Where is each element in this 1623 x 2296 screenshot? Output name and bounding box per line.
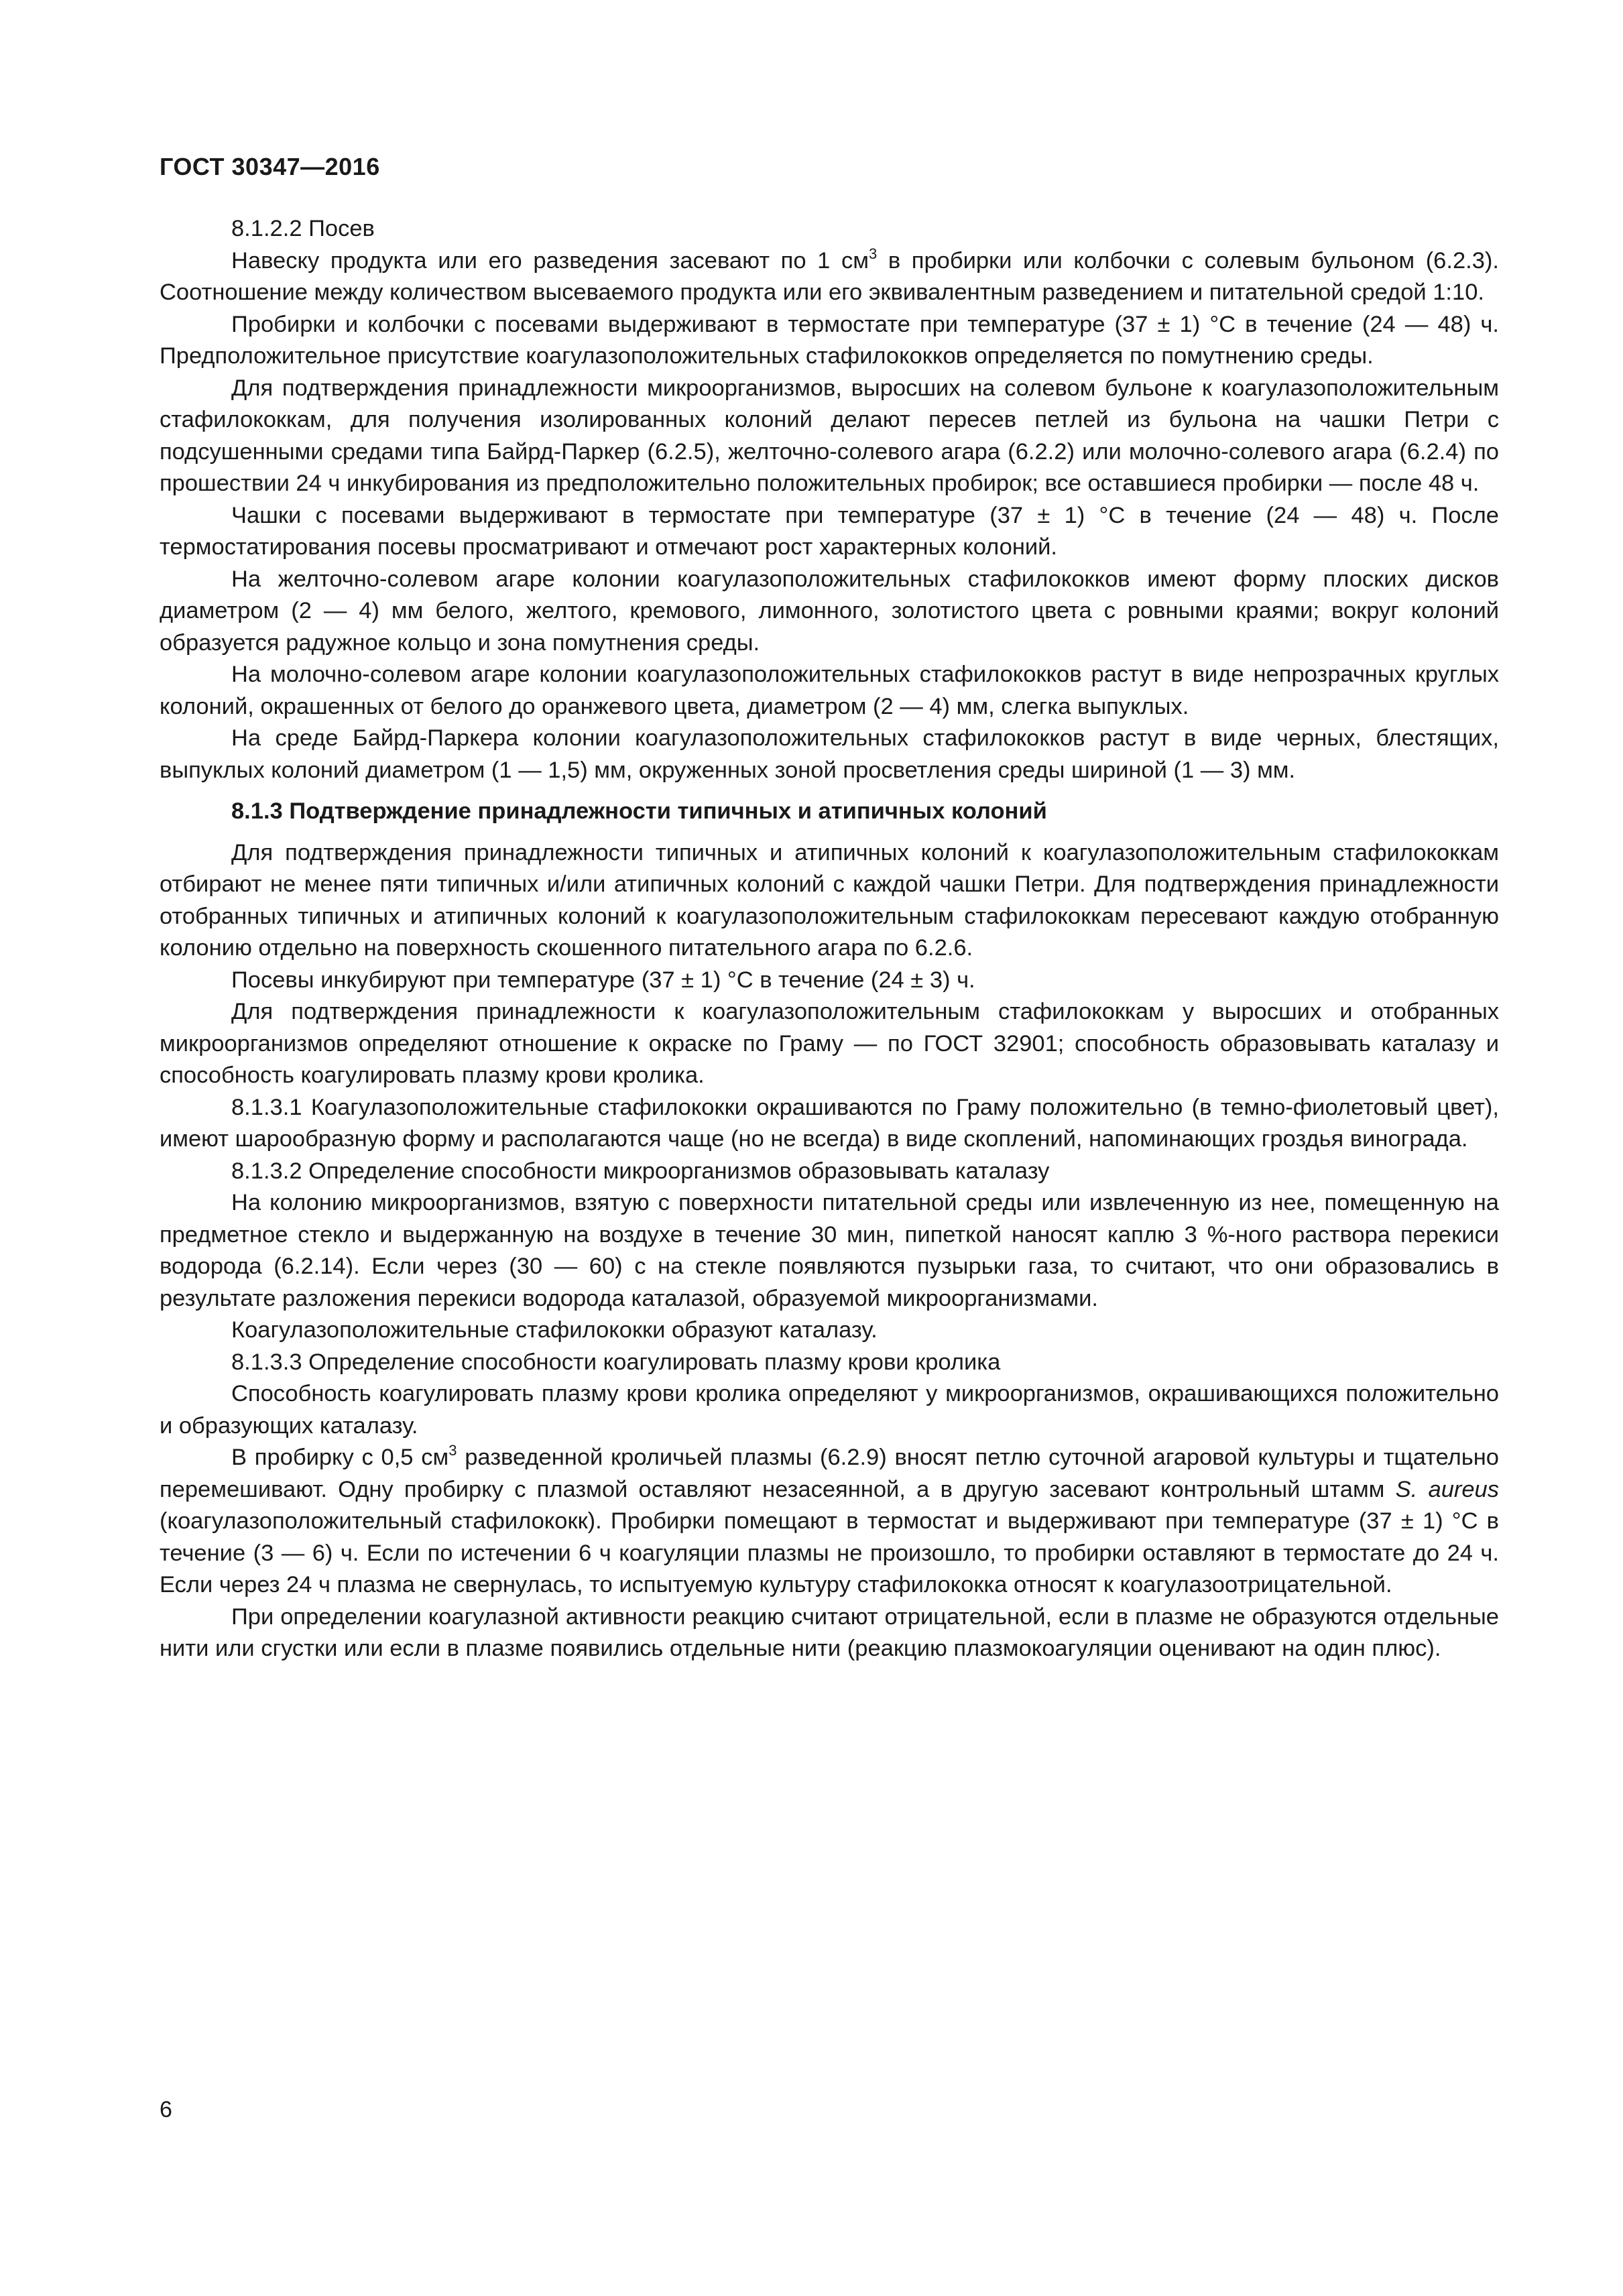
paragraph: Коагулазоположительные стафилококки образуют каталазу. — [231, 1317, 878, 1343]
paragraph: Способность коагулировать плазму крови кролика определяют у микроорганизмов, окрашивающихся положительно и образующих каталазу. — [160, 1381, 1499, 1439]
page-number: 6 — [160, 2097, 172, 2122]
section-title-8-1-2-2: 8.1.2.2 Посев — [231, 216, 375, 241]
paragraph: Пробирки и колбочки с посевами выдерживают в термостате при температуре (37 ± 1) °С в течение (24 — 48) ч. Предположительное присутствие коагулазоположительных стафилококков определяется по помутнению среды. — [160, 311, 1499, 369]
paragraph-text: в пробирки или колбочки с солевым бульоном (6.2.3). Соотношение между количеством высеваемого продукта или его эквивалентным разведением и питательной средой 1:10. — [160, 247, 1499, 305]
paragraph-plasma-test — [160, 1442, 1499, 1602]
section-heading-8-1-3: 8.1.3 Подтверждение принадлежности типичных и атипичных колоний — [231, 798, 1047, 824]
paragraph: Для подтверждения принадлежности микроорганизмов, выросших на солевом бульоне к коагулазоположительным стафилококкам, для получения изолированных колоний делают пересев петлей из бульона на чашки Петри с подсушенными средами типа Байрд-Паркер (6.2.5), желточно-солевого агара (6.2.2) или молочно-солевого агара (6.2.4) по прошествии 24 ч инкубирования из предположительно положительных пробирок; все оставшиеся пробирки — после 48 ч. — [160, 375, 1499, 496]
paragraph-text: (коагулазоположительный стафилококк). Пробирки помещают в термостат и выдерживают при температуре (37 ± 1) °С в течение (3 — 6) ч. Если по истечении 6 ч коагуляции плазмы не произошло, то пробирки оставляют в термостате до 24 ч. Если через 24 ч плазма не свернулась, то испытуемую культуру стафилококка относят к коагулазоотрицательной. — [160, 1508, 1499, 1597]
document-body — [160, 213, 1499, 1665]
paragraph-text: В пробирку с 0,5 см — [231, 1445, 449, 1470]
paragraph: 8.1.3.1 Коагулазоположительные стафилококки окрашиваются по Граму положительно (в темно-фиолетовый цвет), имеют шарообразную форму и располагаются чаще (но не всегда) в виде скоплений, напоминающих гроздья винограда. — [160, 1094, 1499, 1152]
paragraph: Чашки с посевами выдерживают в термостате при температуре (37 ± 1) °С в течение (24 — 48) ч. После термостатирования посевы просматривают и отмечают рост характерных колоний. — [160, 502, 1499, 560]
paragraph-text: разведенной кроличьей плазмы (6.2.9) вносят петлю суточной агаровой культуры и тщательно перемешивают. Одну пробирку с плазмой оставляют незасеянной, а в другую засевают контрольный штамм — [160, 1445, 1499, 1502]
paragraph: На желточно-солевом агаре колонии коагулазоположительных стафилококков имеют форму плоских дисков диаметром (2 — 4) мм белого, желтого, кремового, лимонного, золотистого цвета с ровными краями; вокруг колоний образуется радужное кольцо и зона помутнения среды. — [160, 566, 1499, 656]
section-title-8-1-3-2: 8.1.3.2 Определение способности микроорганизмов образовывать каталазу — [231, 1158, 1050, 1184]
paragraph: На молочно-солевом агаре колонии коагулазоположительных стафилококков растут в виде непрозрачных круглых колоний, окрашенных от белого до оранжевого цвета, диаметром (2 — 4) мм, слегка выпуклых. — [160, 662, 1499, 719]
section-title-8-1-3-3: 8.1.3.3 Определение способности коагулировать плазму крови кролика — [231, 1349, 1001, 1375]
paragraph-text: Навеску продукта или его разведения засевают по 1 см — [231, 247, 869, 274]
paragraph: Для подтверждения принадлежности типичных и атипичных колоний к коагулазоположительным стафилококкам отбирают не менее пяти типичных и/или атипичных колоний с каждой чашки Петри. Для подтверждения принадлежности отобранных типичных и атипичных колоний к коагулазоположительным стафилококкам пересевают каждую отобранную колонию отдельно на поверхность скошенного питательного агара по 6.2.6. — [160, 839, 1499, 961]
paragraph-inoculation — [160, 245, 1499, 309]
paragraph: На колонию микроорганизмов, взятую с поверхности питательной среды или извлеченную из нее, помещенную на предметное стекло и выдержанную на воздухе в течение 30 мин, пипеткой наносят каплю 3 %-ного раствора перекиси водорода (6.2.14). Если через (30 — 60) с на стекле появляются пузырьки газа, то считают, что они образовались в результате разложения перекиси водорода каталазой, образуемой микроорганизмами. — [160, 1190, 1499, 1311]
paragraph: Для подтверждения принадлежности к коагулазоположительным стафилококкам у выросших и отобранных микроорганизмов определяют отношение к окраске по Граму — по ГОСТ 32901; способность образовывать каталазу и способность коагулировать плазму крови кролика. — [160, 999, 1499, 1088]
paragraph: При определении коагулазной активности реакцию считают отрицательной, если в плазме не образуются отдельные нити или сгустки или если в плазме появились отдельные нити (реакцию плазмокоагуляции оценивают на один плюс). — [160, 1604, 1499, 1661]
superscript: 3 — [868, 245, 878, 262]
superscript: 3 — [448, 1442, 457, 1459]
species-name: S. aureus — [1395, 1476, 1499, 1502]
document-code-header: ГОСТ 30347—2016 — [160, 153, 380, 180]
paragraph: Посевы инкубируют при температуре (37 ± 1) °С в течение (24 ± 3) ч. — [231, 967, 975, 993]
paragraph: На среде Байрд-Паркера колонии коагулазоположительных стафилококков растут в виде черных, блестящих, выпуклых колоний диаметром (1 — 1,5) мм, окруженных зоной просветления среды шириной (1 — 3) мм. — [160, 725, 1499, 783]
